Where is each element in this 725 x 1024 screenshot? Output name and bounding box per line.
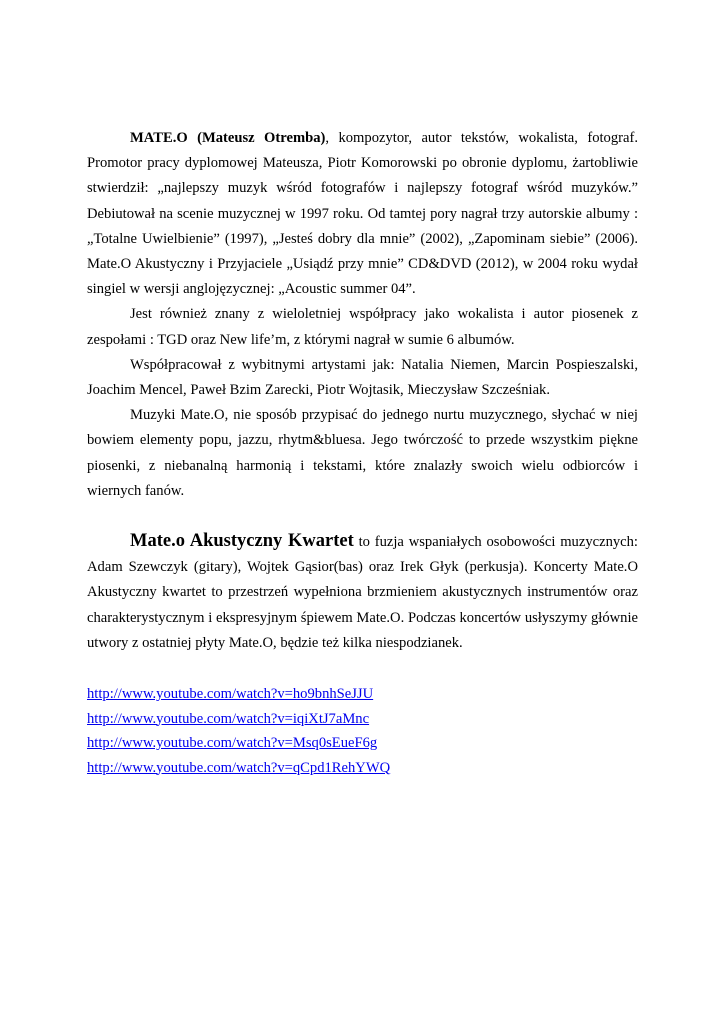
link-item <box>87 707 638 732</box>
youtube-link-1[interactable]: http://www.youtube.com/watch?v=ho9bnhSeJJU <box>87 686 374 703</box>
bio-paragraph-3: Współpracował z wybitnymi artystami jak: Natalia Niemen, Marcin Pospieszalski, Joachim Mencel, Paweł Bzim Zarecki, Piotr Wojtasik, Mieczysław Szcześniak. <box>87 356 638 399</box>
document-page <box>87 126 638 780</box>
artist-name: MATE.O (Mateusz Otremba) <box>130 130 326 146</box>
kwartet-title: Mate.o Akustyczny Kwartet <box>130 531 354 552</box>
bio-paragraph-2: Jest również znany z wieloletniej współpracy jako wokalista i autor piosenek z zespołami : TGD oraz New life’m, z którymi nagrał w sumie 6 albumów. <box>87 306 638 348</box>
link-item <box>87 756 638 781</box>
youtube-link-2[interactable]: http://www.youtube.com/watch?v=iqiXtJ7aMnc <box>87 710 370 727</box>
bio-paragraph-1-text: , kompozytor, autor tekstów, wokalista, fotograf. Promotor pracy dyplomowej Mateusza, Piotr Komorowski po obronie dyplomu, żartobliwie stwierdził: „najlepszy muzyk wśród fotografów i najlepszy fotograf wśród muzyków.” Debiutował na scenie muzycznej w 1997 roku. Od tamtej pory nagrał trzy autorskie albumy : „Totalne Uwielbienie” (1997), „Jesteś dobry dla mnie” (2002), „Zapominam siebie” (2006). Mate.O Akustyczny i Przyjaciele „Usiądź przy mnie” CD&DVD (2012), w 2004 roku wydał singiel w wersji anglojęzycznej: „Acoustic summer 04”. <box>87 130 638 298</box>
bio-paragraph-1 <box>87 126 638 302</box>
kwartet-paragraph <box>87 529 638 656</box>
youtube-link-4[interactable]: http://www.youtube.com/watch?v=qCpd1RehYWQ <box>87 759 391 776</box>
youtube-links-list <box>87 682 638 780</box>
paragraph-spacer <box>87 504 638 529</box>
link-item <box>87 682 638 707</box>
kwartet-text: to fuzja wspaniałych osobowości muzycznych: Adam Szewczyk (gitary), Wojtek Gąsior(bas) oraz Irek Głyk (perkusja). Koncerty Mate.O Akustyczny kwartet to przestrzeń wypełniona brzmieniem akustycznych instrumentów oraz charakterystycznym i ekspresyjnym śpiewem Mate.O. Podczas koncertów usłyszymy głównie utwory z ostatniej płyty Mate.O, będzie też kilka niespodzianek. <box>87 534 638 651</box>
youtube-link-3[interactable]: http://www.youtube.com/watch?v=Msq0sEueF6g <box>87 735 378 752</box>
links-spacer <box>87 656 638 682</box>
link-item <box>87 731 638 756</box>
bio-paragraph-4: Muzyki Mate.O, nie sposób przypisać do jednego nurtu muzycznego, słychać w niej bowiem elementy popu, jazzu, rhytm&bluesa. Jego twórczość to przede wszystkim piękne piosenki, z niebanalną harmonią i tekstami, które znalazły swoich wielu odbiorców i wiernych fanów. <box>87 407 638 499</box>
